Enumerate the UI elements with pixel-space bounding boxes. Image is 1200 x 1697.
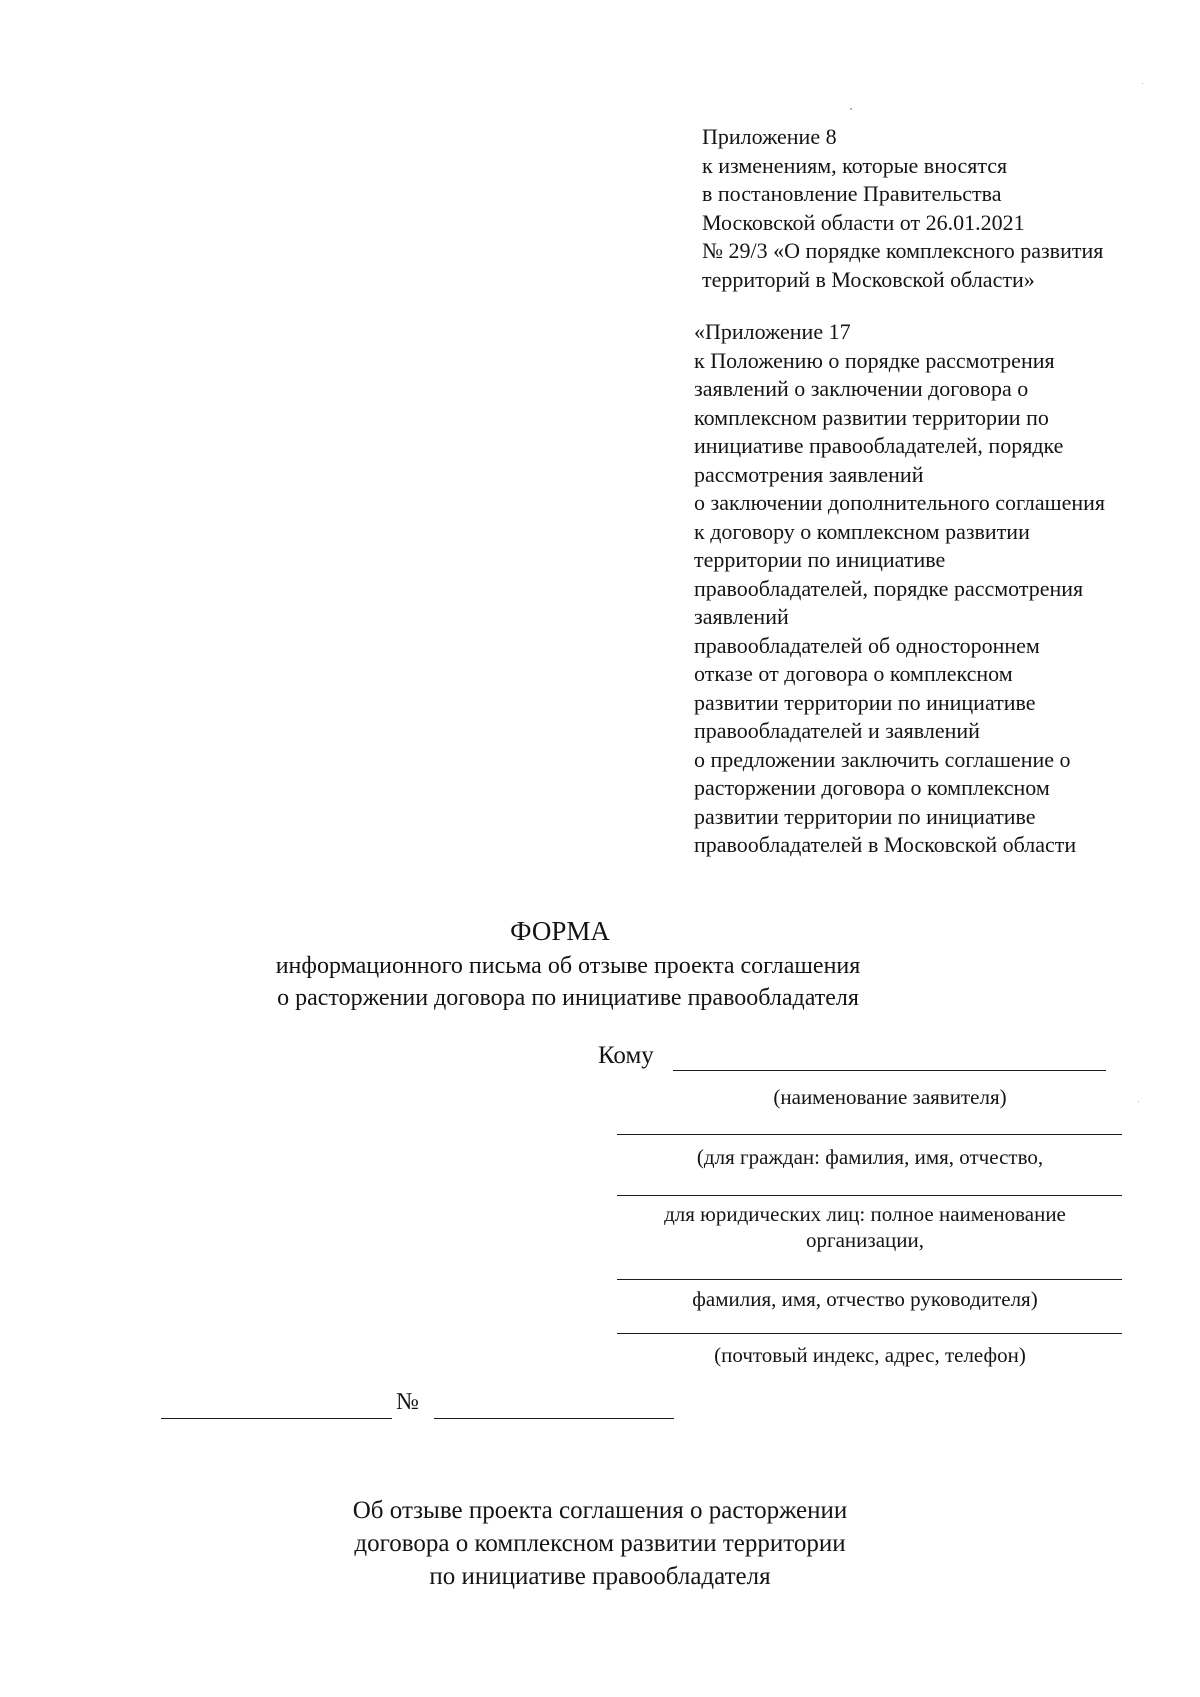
appendix-17-line: правообладателей, порядке рассмотрения <box>694 575 1084 601</box>
date-line <box>161 1418 392 1419</box>
appendix-17-line: развитии территории по инициативе <box>694 803 1036 829</box>
addressee-address-line <box>617 1333 1122 1334</box>
caption-postal-address: (почтовый индекс, адрес, телефон) <box>714 1343 1026 1367</box>
caption-citizens: (для граждан: фамилия, имя, отчество, <box>696 1145 1044 1169</box>
appendix-17-line: рассмотрения заявлений <box>694 461 924 487</box>
appendix-17-line: правообладателей и заявлений <box>694 718 980 743</box>
appendix-8-line: территорий в Московской области» <box>702 266 1035 292</box>
number-sign: № <box>396 1389 419 1415</box>
appendix-17-line: к договору о комплексном развитии <box>694 518 1030 544</box>
caption-head-name: фамилия, имя, отчество руководителя) <box>692 1287 1038 1311</box>
subject-line-3: по инициативе правообладателя <box>429 1563 771 1590</box>
appendix-8-line: № 29/3 «О порядке комплексного развития <box>702 238 1104 263</box>
scan-speck <box>1142 83 1143 84</box>
appendix-17-line: комплексном развитии территории по <box>694 404 1049 430</box>
caption-legal-entities: для юридических лиц: полное наименование <box>664 1202 1066 1226</box>
scan-speck <box>850 108 852 110</box>
appendix-17-line: отказе от договора о комплексном <box>694 661 1013 686</box>
subject-line-2: договора о комплексном развитии территории <box>354 1530 846 1557</box>
addressee-name-line <box>673 1070 1106 1071</box>
appendix-17-line: о заключении дополнительного соглашения <box>694 490 1105 515</box>
form-subtitle-line-1: информационного письма об отзыве проекта соглашения <box>275 953 861 979</box>
appendix-8-header <box>702 123 1103 294</box>
appendix-17-line: о предложении заключить соглашение о <box>694 746 1071 772</box>
appendix-8-line: Приложение 8 <box>702 124 837 149</box>
appendix-17-line: заявлений <box>694 604 789 629</box>
appendix-8-line: в постановление Правительства <box>702 181 1002 206</box>
addressee-legal-line <box>617 1195 1122 1196</box>
appendix-8-line: Московской области от 26.01.2021 <box>702 209 1025 235</box>
appendix-17-line: территории по инициативе <box>694 547 946 572</box>
caption-applicant-name: (наименование заявителя) <box>773 1085 1007 1109</box>
appendix-17-header <box>694 318 1105 860</box>
appendix-17-line: «Приложение 17 <box>694 319 851 344</box>
form-title: ФОРМА <box>510 916 610 946</box>
appendix-17-line: заявлений о заключении договора о <box>694 376 1029 401</box>
appendix-17-line: к Положению о порядке рассмотрения <box>694 347 1055 373</box>
caption-organization: организации, <box>806 1228 924 1252</box>
form-subtitle-line-2: о расторжении договора по инициативе правообладателя <box>277 985 859 1011</box>
subject-line-1: Об отзыве проекта соглашения о расторжении <box>352 1497 848 1524</box>
addressee-head-line <box>617 1279 1122 1280</box>
to-label: Кому <box>598 1042 654 1069</box>
appendix-17-line: правообладателей в Московской области <box>694 832 1077 857</box>
scan-speck <box>1138 1101 1139 1102</box>
addressee-citizens-line <box>617 1134 1122 1135</box>
appendix-17-line: правообладателей об одностороннем <box>694 632 1040 658</box>
appendix-17-line: инициативе правообладателей, порядке <box>694 433 1064 458</box>
number-line <box>434 1418 674 1419</box>
appendix-8-line: к изменениям, которые вносятся <box>702 152 1008 178</box>
appendix-17-line: расторжении договора о комплексном <box>694 775 1050 800</box>
appendix-17-line: развитии территории по инициативе <box>694 689 1036 715</box>
